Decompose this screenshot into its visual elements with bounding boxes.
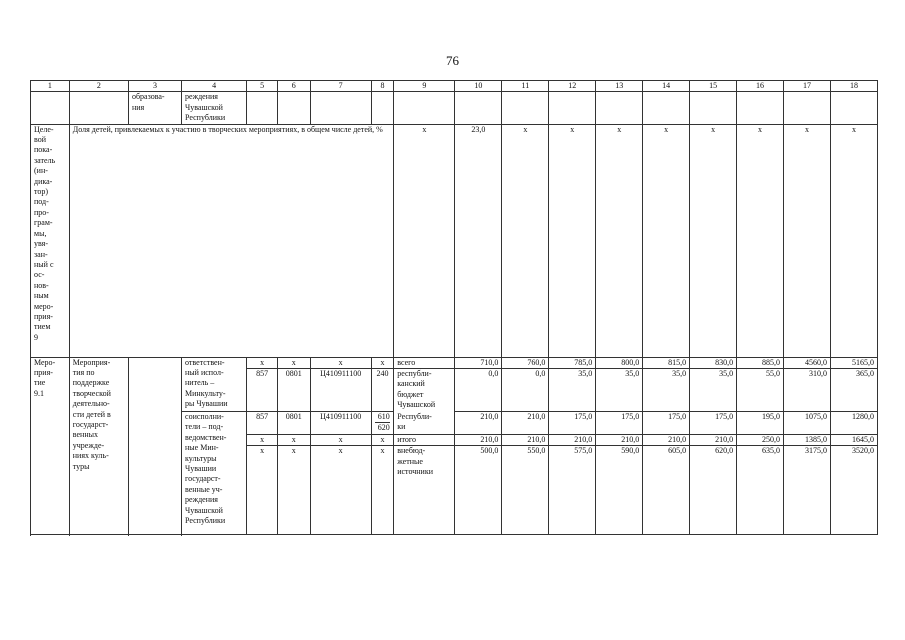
- page-number: 76: [446, 53, 459, 68]
- value-cell: 35,0: [690, 369, 737, 412]
- text-line: ный с: [34, 259, 54, 269]
- text-line: тор): [34, 187, 49, 197]
- value-cell: 4560,0: [784, 357, 831, 368]
- code-expense-type: x: [371, 446, 393, 535]
- column-number: 18: [830, 81, 877, 92]
- value-cell: 815,0: [643, 357, 690, 368]
- text-line: ведомствен-: [185, 432, 227, 442]
- text-line: меро-: [34, 301, 54, 311]
- text-line: источники: [397, 467, 433, 477]
- value-cell: 590,0: [596, 446, 643, 535]
- text-line: ки: [397, 421, 406, 431]
- text-line: внебюд-: [397, 446, 426, 456]
- text-line: пока-: [34, 145, 53, 155]
- value-cell: 175,0: [643, 412, 690, 435]
- column-number: 14: [643, 81, 690, 92]
- text-line: соисполни-: [185, 412, 224, 422]
- code-grbs: x: [247, 446, 278, 535]
- code-grbs: x: [247, 434, 278, 445]
- value-cell: 175,0: [690, 412, 737, 435]
- indicator-description: Доля детей, привлекаемых к участию в творческих мероприятиях, в общем числе детей, %: [69, 124, 393, 357]
- column-number: 6: [277, 81, 310, 92]
- text-line: зан-: [34, 249, 48, 259]
- indicator-col10: 23,0: [455, 124, 502, 357]
- funding-source: [394, 446, 455, 535]
- code-grbs: 857: [247, 412, 278, 435]
- value-cell: 575,0: [549, 446, 596, 535]
- text-line: сти детей в: [72, 409, 111, 419]
- value-cell: 605,0: [643, 446, 690, 535]
- funding-source: [394, 434, 455, 445]
- code-expense-620: 620: [377, 423, 390, 433]
- text-line: ные Мин-: [185, 443, 219, 453]
- code-target: x: [310, 446, 371, 535]
- column-number: 9: [394, 81, 455, 92]
- text-line: ры Чувашии: [185, 399, 228, 409]
- column-number: 2: [69, 81, 128, 92]
- value-cell: 3520,0: [830, 446, 877, 535]
- code-target: x: [310, 357, 371, 368]
- indicator-value: x: [784, 124, 831, 357]
- value-cell: 310,0: [784, 369, 831, 412]
- code-expense-type: [371, 412, 393, 435]
- value-cell: 760,0: [502, 357, 549, 368]
- indicator-value: x: [690, 124, 737, 357]
- value-cell: 1645,0: [830, 434, 877, 445]
- value-cell: 195,0: [737, 412, 784, 435]
- value-cell: 35,0: [596, 369, 643, 412]
- value-cell: 500,0: [455, 446, 502, 535]
- text-line: 9: [34, 332, 38, 342]
- text-line: ным: [34, 291, 49, 301]
- text-line: Республики: [185, 516, 226, 526]
- funding-source: [394, 357, 455, 368]
- indicator-col9: x: [394, 124, 455, 357]
- funding-source: [394, 369, 455, 412]
- value-cell: 210,0: [502, 412, 549, 435]
- indicator-row: [31, 124, 878, 357]
- text-line: тия по: [72, 368, 95, 378]
- measure-col3: [128, 357, 181, 535]
- text-line: венные уч-: [185, 484, 223, 494]
- value-cell: 210,0: [502, 434, 549, 445]
- code-expense-type: 240: [371, 369, 393, 412]
- value-cell: 785,0: [549, 357, 596, 368]
- code-section: x: [277, 357, 310, 368]
- text-line: творческой: [72, 388, 111, 398]
- text-line: нов-: [34, 280, 49, 290]
- text-line: Чувашской: [185, 505, 223, 515]
- indicator-value: x: [502, 124, 549, 357]
- value-cell: 250,0: [737, 434, 784, 445]
- code-grbs: 857: [247, 369, 278, 412]
- cont-col3: [128, 92, 181, 124]
- text-line: дика-: [34, 176, 53, 186]
- value-cell: 800,0: [596, 357, 643, 368]
- funding-source: [394, 412, 455, 435]
- value-cell: 620,0: [690, 446, 737, 535]
- text-line: всего: [397, 357, 416, 367]
- code-grbs: x: [247, 357, 278, 368]
- text-line: ос-: [34, 270, 45, 280]
- column-number: 3: [128, 81, 181, 92]
- text-line: Республики: [185, 113, 226, 123]
- continuation-row: [31, 92, 878, 124]
- text-line: затель: [34, 155, 56, 165]
- text-line: тие: [34, 378, 46, 388]
- text-line: Чувашской: [397, 400, 436, 410]
- column-number: 7: [310, 81, 371, 92]
- code-section: x: [277, 434, 310, 445]
- text-line: ниях куль-: [72, 451, 109, 461]
- text-line: прия-: [34, 311, 53, 321]
- text-line: Целе-: [34, 124, 54, 134]
- column-number: 16: [737, 81, 784, 92]
- column-number: 11: [502, 81, 549, 92]
- text-line: нитель –: [185, 378, 215, 388]
- value-cell: 1385,0: [784, 434, 831, 445]
- text-line: республи-: [397, 369, 432, 379]
- text-line: бюджет: [397, 389, 424, 399]
- text-line: увя-: [34, 239, 49, 249]
- co-executors: [182, 412, 247, 535]
- text-line: учрежде-: [72, 440, 105, 450]
- value-cell: 1075,0: [784, 412, 831, 435]
- column-number: 1: [31, 81, 70, 92]
- code-target: Ц410911100: [310, 369, 371, 412]
- text-line: жетные: [397, 456, 423, 466]
- value-cell: 35,0: [643, 369, 690, 412]
- code-target: Ц410911100: [310, 412, 371, 435]
- value-cell: 210,0: [549, 434, 596, 445]
- value-cell: 0,0: [455, 369, 502, 412]
- indicator-value: x: [643, 124, 690, 357]
- responsible-executor: [182, 357, 247, 411]
- value-cell: 830,0: [690, 357, 737, 368]
- text-line: культуры: [185, 453, 217, 463]
- value-cell: 550,0: [502, 446, 549, 535]
- code-expense-type: x: [371, 357, 393, 368]
- text-line: итого: [397, 434, 416, 444]
- text-line: 9.1: [34, 388, 44, 398]
- text-line: Чувашии: [185, 464, 217, 474]
- text-line: тели – под-: [185, 422, 224, 432]
- value-cell: 210,0: [596, 434, 643, 445]
- budget-table: [30, 80, 878, 535]
- text-line: под-: [34, 197, 49, 207]
- text-line: Чувашской: [185, 102, 223, 112]
- value-cell: 0,0: [502, 369, 549, 412]
- value-cell: 885,0: [737, 357, 784, 368]
- code-expense-610: 610: [375, 412, 390, 423]
- measure-label: [31, 357, 70, 535]
- measure-name: [69, 357, 128, 535]
- text-line: поддержке: [72, 378, 110, 388]
- column-number: 10: [455, 81, 502, 92]
- value-cell: 635,0: [737, 446, 784, 535]
- indicator-value: x: [596, 124, 643, 357]
- column-number: 5: [247, 81, 278, 92]
- code-expense-type: x: [371, 434, 393, 445]
- text-line: ния: [131, 102, 145, 112]
- text-line: (ин-: [34, 166, 48, 176]
- indicator-value: x: [737, 124, 784, 357]
- value-cell: 365,0: [830, 369, 877, 412]
- value-cell: 5165,0: [830, 357, 877, 368]
- measure-subrow-total: [31, 357, 878, 368]
- value-cell: 35,0: [549, 369, 596, 412]
- column-number: 17: [784, 81, 831, 92]
- text-line: Меро-: [34, 357, 56, 367]
- indicator-value: x: [830, 124, 877, 357]
- value-cell: 175,0: [596, 412, 643, 435]
- text-line: государст-: [72, 420, 109, 430]
- code-target: x: [310, 434, 371, 445]
- column-number: 4: [182, 81, 247, 92]
- text-line: Мероприя-: [72, 357, 111, 367]
- text-line: туры: [72, 461, 90, 471]
- text-line: вой: [34, 135, 47, 145]
- text-line: реждения: [185, 92, 218, 102]
- text-line: деятельно-: [72, 399, 110, 409]
- text-line: Республи-: [397, 411, 432, 421]
- text-line: ответствен-: [185, 357, 225, 367]
- indicator-label: [31, 124, 70, 357]
- text-line: мы,: [34, 228, 47, 238]
- value-cell: 710,0: [455, 357, 502, 368]
- cont-col4: [182, 92, 247, 124]
- column-number: 13: [596, 81, 643, 92]
- indicator-value: x: [549, 124, 596, 357]
- text-line: канский: [397, 379, 425, 389]
- value-cell: 55,0: [737, 369, 784, 412]
- value-cell: 3175,0: [784, 446, 831, 535]
- value-cell: 210,0: [690, 434, 737, 445]
- value-cell: 210,0: [455, 412, 502, 435]
- text-line: грам-: [34, 218, 53, 228]
- column-number: 12: [549, 81, 596, 92]
- text-line: реждения: [185, 495, 218, 505]
- value-cell: 210,0: [455, 434, 502, 445]
- column-number-row: [31, 81, 878, 92]
- text-line: Минкульту-: [185, 388, 226, 398]
- column-number: 15: [690, 81, 737, 92]
- text-line: государст-: [185, 474, 221, 484]
- code-section: 0801: [277, 369, 310, 412]
- code-section: x: [277, 446, 310, 535]
- text-line: тием: [34, 322, 51, 332]
- text-line: венных: [72, 430, 98, 440]
- text-line: про-: [34, 207, 49, 217]
- text-line: прия-: [34, 368, 53, 378]
- code-section: 0801: [277, 412, 310, 435]
- value-cell: 210,0: [643, 434, 690, 445]
- text-line: образова-: [131, 92, 165, 102]
- value-cell: 1280,0: [830, 412, 877, 435]
- text-line: ный испол-: [185, 368, 224, 378]
- column-number: 8: [371, 81, 393, 92]
- value-cell: 175,0: [549, 412, 596, 435]
